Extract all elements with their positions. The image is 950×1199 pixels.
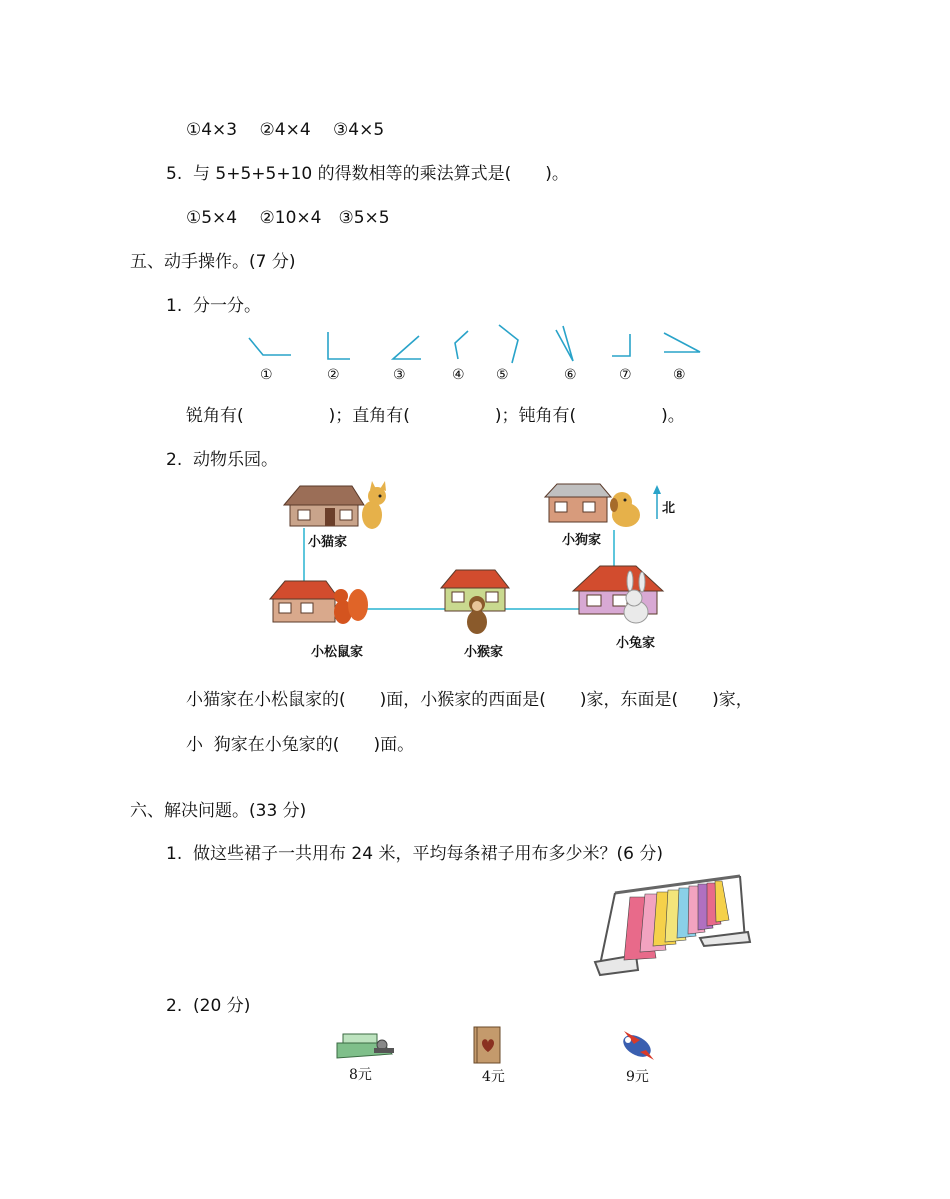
angle-label-3: ③ [393,367,406,383]
map-label-squirrel: 小松鼠家 [311,645,364,660]
angle-label-6: ⑥ [564,367,577,383]
section6-title: 六、解决问题。(33 分) [130,801,307,821]
airplane-icon [620,1031,655,1062]
angle-label-1: ① [260,367,273,383]
angle-label-5: ⑤ [496,367,509,383]
q4-options: ①4×3 ②4×4 ③4×5 [186,120,385,140]
price-airplane: 9元 [626,1069,649,1085]
map-label-cat: 小猫家 [308,535,348,550]
price-notebook: 4元 [482,1069,505,1085]
s5-q1-title: 1. 分一分。 [166,296,262,316]
q5-options: ①5×4 ②10×4 ③5×5 [186,208,390,228]
angle-label-4: ④ [452,367,465,383]
angle-label-2: ② [327,367,340,383]
s5-q2-line1: 小猫家在小松鼠家的( )面，小猴家的西面是( )家，东面是( )家， [186,690,753,710]
map-label-monkey: 小猴家 [464,645,504,660]
map-label-rabbit: 小兔家 [616,636,656,651]
s6-q2: 2. (20 分) [166,996,251,1016]
s5-q2-line2: 小 狗家在小兔家的( )面。 [186,735,415,755]
section5-title: 五、动手操作。(7 分) [130,252,296,272]
angle-label-8: ⑧ [673,367,686,383]
stapler-icon [337,1034,394,1058]
q5-stem: 5. 与 5+5+5+10 的得数相等的乘法算式是( )。 [166,164,569,184]
map-label-dog: 小狗家 [562,533,602,548]
map-north-label: 北 [662,501,676,516]
s6-q1: 1. 做这些裙子一共用布 24 米，平均每条裙子用布多少米？(6 分) [166,844,663,864]
price-stapler: 8元 [349,1067,372,1083]
angle-label-7: ⑦ [619,367,632,383]
notebook-icon [474,1027,500,1063]
s5-q2-title: 2. 动物乐园。 [166,450,279,470]
s5-q1-answer: 锐角有( )；直角有( )；钝角有( )。 [186,406,685,426]
